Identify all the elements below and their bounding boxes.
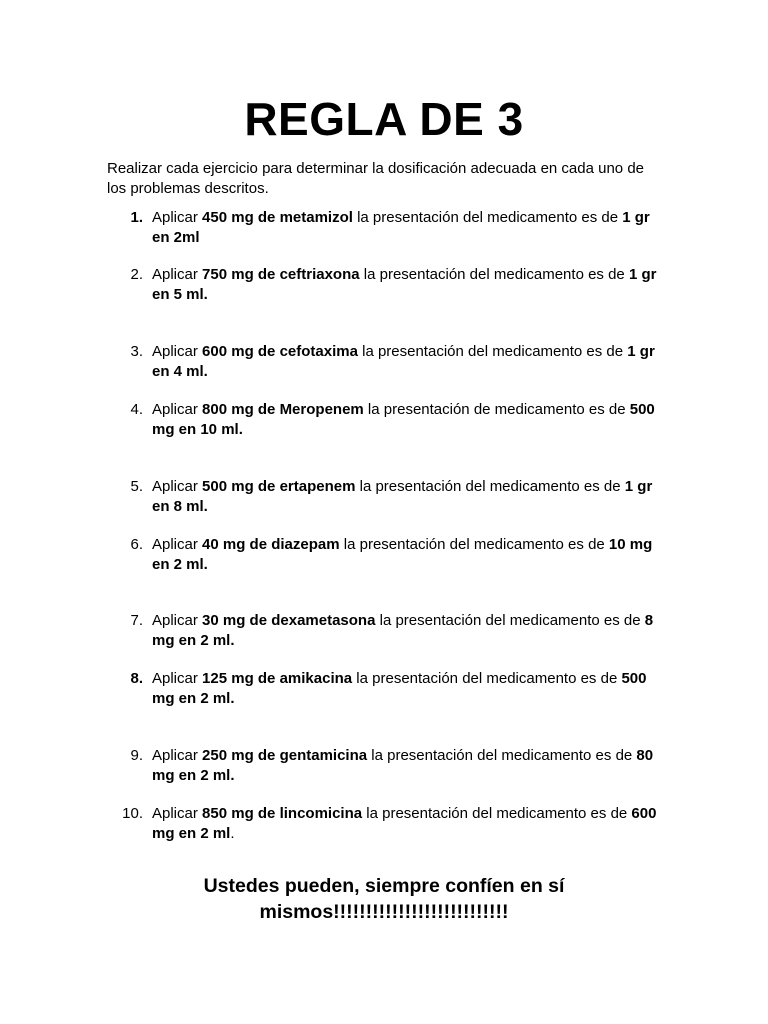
exercise-presentation: 10 mg en 2 ml. — [152, 536, 653, 573]
exercise-text — [152, 535, 668, 575]
exercise-verb: Aplicar — [152, 401, 203, 418]
exercise-item-8 — [107, 669, 667, 709]
exercise-middle: la presentación del medicamento es de — [339, 536, 609, 553]
exercise-number: 8. — [130, 670, 143, 687]
exercise-middle: la presentación del medicamento es de — [357, 343, 628, 360]
exercise-text — [152, 804, 668, 844]
exercise-dose: 125 mg de amikacina — [202, 670, 353, 687]
exercise-presentation: 500 mg en 10 ml. — [152, 401, 655, 438]
exercise-verb: Aplicar — [152, 612, 203, 629]
exercise-verb: Aplicar — [152, 478, 203, 495]
exercise-text — [152, 342, 668, 382]
exercise-dose: 40 mg de diazepam — [202, 536, 340, 553]
exercise-text — [152, 746, 668, 786]
exercise-number: 6. — [130, 536, 143, 553]
exercise-dose: 800 mg de Meropenem — [202, 401, 364, 418]
exercise-text — [152, 400, 668, 440]
exercise-presentation: 600 mg en 2 ml — [152, 805, 657, 842]
exercise-number: 3. — [130, 343, 143, 360]
exercise-presentation: 500 mg en 2 ml. — [152, 670, 647, 707]
exercise-middle: la presentación del medicamento es de — [367, 747, 637, 764]
exercise-middle: la presentación del medicamento es de — [352, 670, 622, 687]
exercise-verb: Aplicar — [152, 536, 203, 553]
exercise-middle: la presentación de medicamento es de — [363, 401, 630, 418]
intro-paragraph: Realizar cada ejercicio para determinar la dosificación adecuada en cada uno de los problemas descritos. — [107, 160, 644, 197]
exercise-number: 5. — [130, 478, 143, 495]
exercise-dose: 450 mg de metamizol — [202, 209, 353, 226]
exercise-text — [152, 208, 668, 248]
exercise-number: 10. — [122, 805, 143, 822]
exercise-dose: 250 mg de gentamicina — [202, 747, 368, 764]
exercise-presentation: 1 gr en 5 ml. — [152, 266, 657, 303]
exercise-presentation: 8 mg en 2 ml. — [152, 612, 654, 649]
exercise-verb: Aplicar — [152, 343, 203, 360]
exercise-verb: Aplicar — [152, 266, 203, 283]
exercise-presentation: 1 gr en 8 ml. — [152, 478, 653, 515]
exercise-item-1 — [107, 208, 667, 248]
exercise-dose: 30 mg de dexametasona — [202, 612, 376, 629]
exercise-text — [152, 669, 668, 709]
exercise-middle: la presentación del medicamento es de — [352, 209, 623, 226]
exercise-verb: Aplicar — [152, 670, 203, 687]
closing-message: Ustedes pueden, siempre confíen en sí mismos!!!!!!!!!!!!!!!!!!!!!!!!!!! — [203, 875, 565, 923]
exercise-middle: la presentación del medicamento es de — [375, 612, 645, 629]
exercise-text — [152, 611, 668, 651]
exercise-item-6 — [107, 535, 667, 575]
exercise-dose: 600 mg de cefotaxima — [202, 343, 358, 360]
exercise-dose: 500 mg de ertapenem — [202, 478, 356, 495]
exercise-number: 2. — [130, 266, 143, 283]
exercise-verb: Aplicar — [152, 747, 203, 764]
exercise-item-9 — [107, 746, 667, 786]
exercise-dose: 850 mg de lincomicina — [202, 805, 363, 822]
exercise-item-4 — [107, 400, 667, 440]
exercise-item-7 — [107, 611, 667, 651]
page-title: REGLA DE 3 — [244, 93, 524, 145]
exercise-presentation: 1 gr en 4 ml. — [152, 343, 655, 380]
exercise-presentation: 1 gr en 2ml — [152, 209, 650, 246]
exercise-text — [152, 265, 668, 305]
exercise-number: 7. — [130, 612, 143, 629]
exercise-number: 1. — [130, 209, 143, 226]
exercise-middle: la presentación del medicamento es de — [359, 266, 629, 283]
exercise-dose: 750 mg de ceftriaxona — [202, 266, 360, 283]
exercise-item-5 — [107, 477, 667, 517]
exercise-number: 4. — [130, 401, 143, 418]
exercise-number: 9. — [130, 747, 143, 764]
exercise-end: . — [230, 825, 235, 842]
exercise-presentation: 80 mg en 2 ml. — [152, 747, 654, 784]
exercise-verb: Aplicar — [152, 805, 203, 822]
exercise-item-3 — [107, 342, 667, 382]
exercise-verb: Aplicar — [152, 209, 203, 226]
exercise-text — [152, 477, 668, 517]
exercise-middle: la presentación del medicamento es de — [362, 805, 632, 822]
exercise-middle: la presentación del medicamento es de — [355, 478, 625, 495]
exercise-item-10 — [107, 804, 667, 844]
exercise-item-2 — [107, 265, 667, 305]
